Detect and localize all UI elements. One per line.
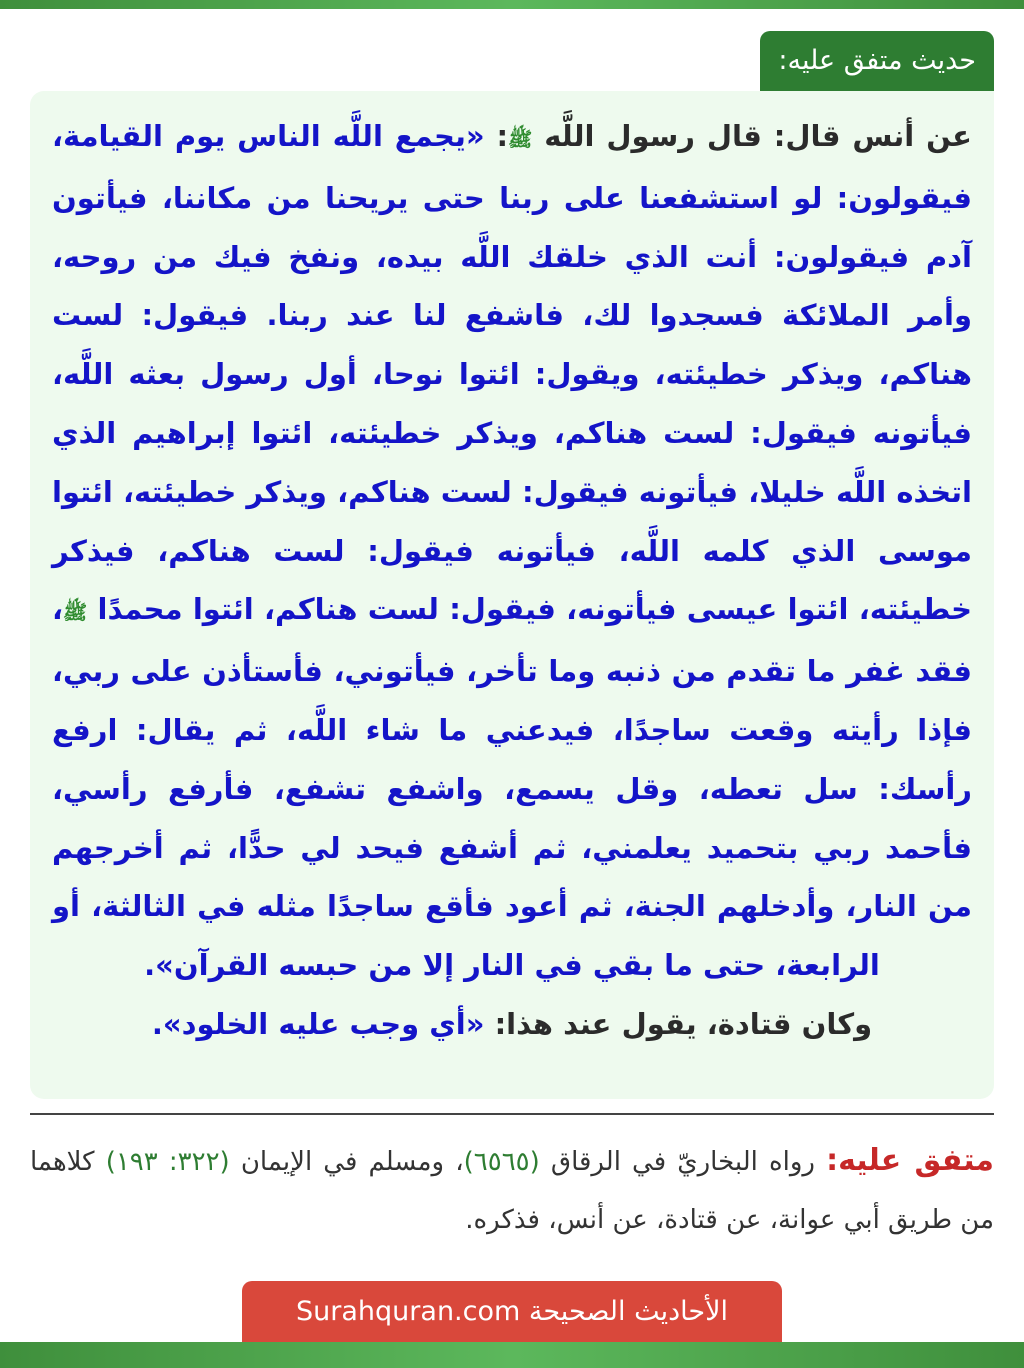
salutation-glyph: ﷺ	[508, 127, 533, 151]
reference-number-1: (٦٥٦٥)	[463, 1147, 540, 1177]
section-title-badge: حديث متفق عليه:	[760, 31, 994, 91]
source-reference	[30, 1132, 994, 1249]
qatada-comment: وكان قتادة، يقول عند هذا:	[494, 1006, 873, 1041]
hadith-narrator: عن أنس قال: قال رسول اللَّه	[544, 119, 972, 153]
source-label: متفق عليه:	[826, 1143, 995, 1178]
site-footer-badge[interactable]: الأحاديث الصحيحة Surahquran.com	[242, 1281, 782, 1342]
hadith-quote-part1: «يجمع اللَّه الناس يوم القيامة، فيقولون: لو استشفعنا على ربنا حتى يريحنا من مكاننا، فيأتون آدم فيقولون: أنت الذي خلقك اللَّه بيده، ونفخ فيك من روحه، وأمر الملائكة فسجدوا لك، فاشفع لنا عند ربنا. فيقول: لست هناكم، ويذكر خطيئته، ويقول: ائتوا نوحا، أول رسول بعثه اللَّه، فيأتونه فيقول: لست هناكم، ويذكر خطيئته، ائتوا إبراهيم الذي اتخذه اللَّه خليلا، فيأتونه فيقول: لست هناكم، ويذكر خطيئته، ائتوا موسى الذي كلمه اللَّه، فيأتونه فيقول: لست هناكم، فيذكر خطيئته، ائتوا عيسى فيأتونه، فيقول: لست هناكم، ائتوا محمدًا	[52, 119, 972, 627]
hadith-quote-part2: ، فقد غفر ما تقدم من ذنبه وما تأخر، فيأتوني، فأستأذن على ربي، فإذا رأيته وقعت ساجدًا، فيدعني ما شاء اللَّه، ثم يقال: ارفع رأسك: سل تعطه، وقل يسمع، واشفع تشفع، فأرفع رأسي، فأحمد ربي بتحميد يعلمني، ثم أشفع فيحد لي حدًّا، ثم أخرجهم من النار، وأدخلهم الجنة، ثم أعود فأقع ساجدًا مثله في الثالثة، أو الرابعة، حتى ما بقي في النار إلا من حبسه القرآن».	[52, 592, 972, 983]
divider	[30, 1113, 994, 1115]
source-text-3: كلاهما من طريق أبي عوانة، عن قتادة، عن أنس، فذكره.	[30, 1147, 994, 1235]
hadith-colon: :	[496, 119, 509, 153]
salutation-glyph-2: ﷺ	[63, 600, 88, 625]
reference-number-2: (٣٢٢: ١٩٣)	[105, 1147, 230, 1177]
bottom-accent-bar	[0, 1342, 1024, 1368]
top-accent-bar	[0, 0, 1024, 9]
qatada-quote: «أي وجب عليه الخلود».	[151, 1006, 485, 1041]
source-text-2: ، ومسلم في الإيمان	[240, 1147, 464, 1177]
source-text-1: رواه البخاريّ في الرقاق	[550, 1147, 815, 1177]
hadith-text	[52, 107, 972, 1054]
hadith-panel	[30, 91, 994, 1099]
